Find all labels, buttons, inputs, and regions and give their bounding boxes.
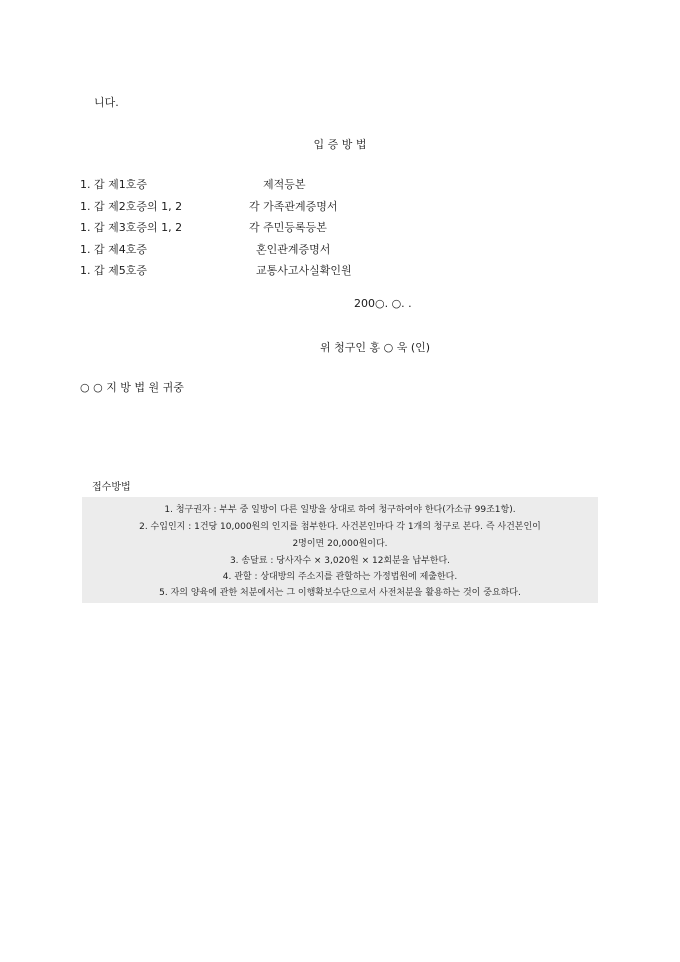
claimant-signature: 위 청구인 홍 ○ 욱 (인) (320, 341, 431, 354)
evidence-document: 교통사고사실확인원 (256, 264, 352, 277)
evidence-section-title: 입 증 방 법 (313, 138, 367, 151)
evidence-document: 제적등본 (263, 178, 306, 191)
evidence-document: 혼인관계증명서 (256, 242, 331, 256)
notes-heading: 접수방법 (92, 482, 131, 493)
evidence-document: 각 주민등록등본 (249, 221, 327, 234)
evidence-code: 1. 갑 제1호증 (80, 178, 147, 191)
court-addressee: ○ ○ 지 방 법 원 귀중 (80, 381, 184, 394)
evidence-document: 각 가족관계증명서 (249, 199, 338, 213)
evidence-code: 1. 갑 제2호증의 1, 2 (80, 199, 183, 213)
note-line: 3. 송달료 : 당사자수 × 3,020원 × 12회분을 납부한다. (229, 556, 451, 566)
note-line: 2명이면 20,000원이다. (292, 539, 388, 549)
evidence-code: 1. 갑 제3호증의 1, 2 (80, 221, 183, 234)
note-line: 1. 청구권자 : 부부 중 일방이 다른 일방을 상대로 하여 청구하여야 한다(가소규 99조1항). (164, 505, 516, 515)
filing-notes-box (82, 497, 598, 603)
note-line: 2. 수입인지 : 1건당 10,000원의 인지를 첨부한다. 사건본인마다 각 1개의 청구로 본다. 즉 사건본인이 (139, 522, 541, 532)
evidence-code: 1. 갑 제4호증 (80, 242, 147, 256)
continued-text-fragment: 니다. (94, 96, 119, 109)
evidence-code: 1. 갑 제5호증 (80, 264, 147, 277)
filing-date: 200○. ○. . (354, 297, 412, 310)
note-line: 4. 관할 : 상대방의 주소지를 관할하는 가정법원에 제출한다. (222, 572, 458, 582)
note-line: 5. 자의 양육에 관한 처분에서는 그 이행확보수단으로서 사전처분을 활용하는 것이 중요하다. (159, 588, 521, 598)
